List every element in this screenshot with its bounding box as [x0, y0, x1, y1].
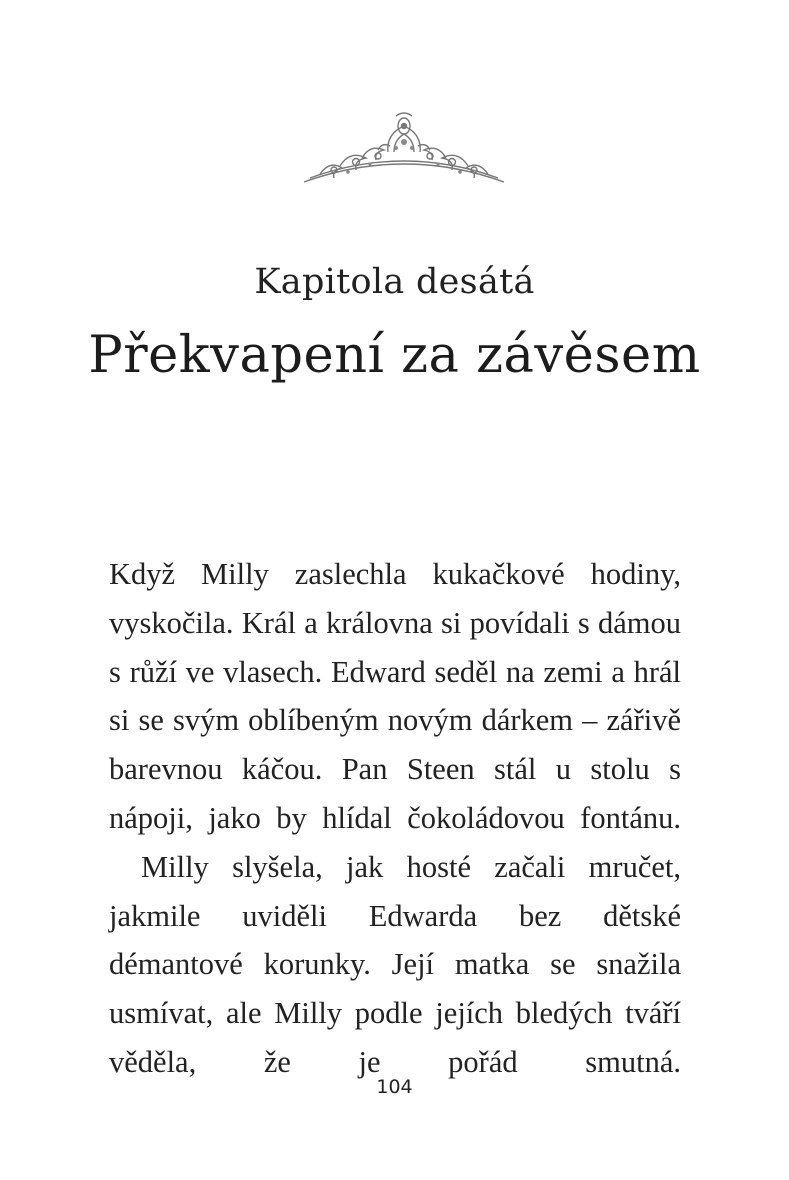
body-text — [109, 550, 681, 1087]
page-number: 104 — [376, 1076, 413, 1098]
paragraph-2: Milly slyšela, jak hosté začali mručet, jakmile uviděli Edwarda bez dětské démantové korunky. Její matka se snažila usmívat, ale Milly podle jejích bledých tváří věděla, že je pořád smutná. — [109, 849, 681, 1079]
tiara-ornament-icon — [300, 112, 508, 186]
paragraph-1: Když Milly zaslechla kukačkové hodiny, vyskočila. Král a královna si povídali s dámou s růží ve vlasech. Edward seděl na zemi a hrál si se svým oblíbeným novým dárkem – zářivě barevnou káčou. Pan Steen stál u stolu s nápoji, jako by hlídal čokoládovou fontánu. — [109, 557, 681, 835]
chapter-title: Překvapení za závěsem — [88, 326, 701, 385]
chapter-number: Kapitola desátá — [254, 262, 535, 302]
